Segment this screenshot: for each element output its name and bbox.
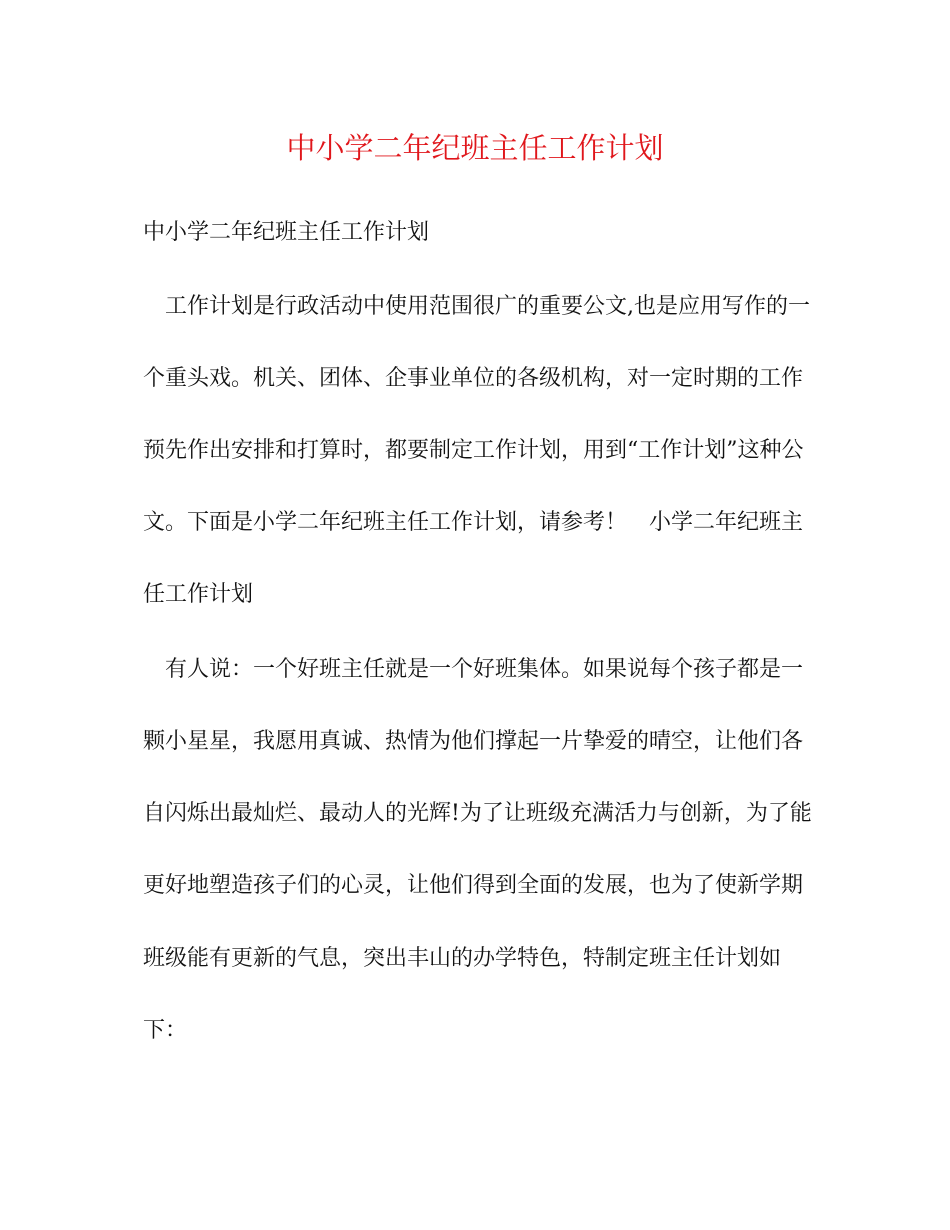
paragraph-line: 预先作出安排和打算时，都要制定工作计划，用到“工作计划”这种公 [143, 438, 804, 463]
paragraph-line: 下： [143, 1018, 188, 1043]
paragraph-line: 任工作计划 [143, 582, 254, 607]
paragraph-line: 文。下面是小学二年纪班主任工作计划，请参考！ 小学二年纪班主 [143, 510, 804, 535]
paragraph-line: 有人说：一个好班主任就是一个好班集体。如果说每个孩子都是一 [143, 657, 804, 682]
paragraph-line: 颗小星星，我愿用真诚、热情为他们撑起一片挚爱的晴空，让他们各 [143, 729, 804, 754]
paragraph-line: 工作计划是行政活动中使用范围很广的重要公文,也是应用写作的一 [143, 294, 810, 319]
paragraph-line: 自闪烁出最灿烂、最动人的光辉!为了让班级充满活力与创新，为了能 [143, 801, 812, 826]
paragraph-line: 个重头戏。机关、团体、企事业单位的各级机构，对一定时期的工作 [143, 366, 804, 391]
subtitle-line: 中小学二年纪班主任工作计划 [143, 220, 430, 245]
paragraph-line: 更好地塑造孩子们的心灵，让他们得到全面的发展，也为了使新学期 [143, 873, 804, 898]
paragraph-line: 班级能有更新的气息，突出丰山的办学特色，特制定班主任计划如 [143, 946, 782, 971]
document-title: 中小学二年纪班主任工作计划 [286, 131, 664, 165]
